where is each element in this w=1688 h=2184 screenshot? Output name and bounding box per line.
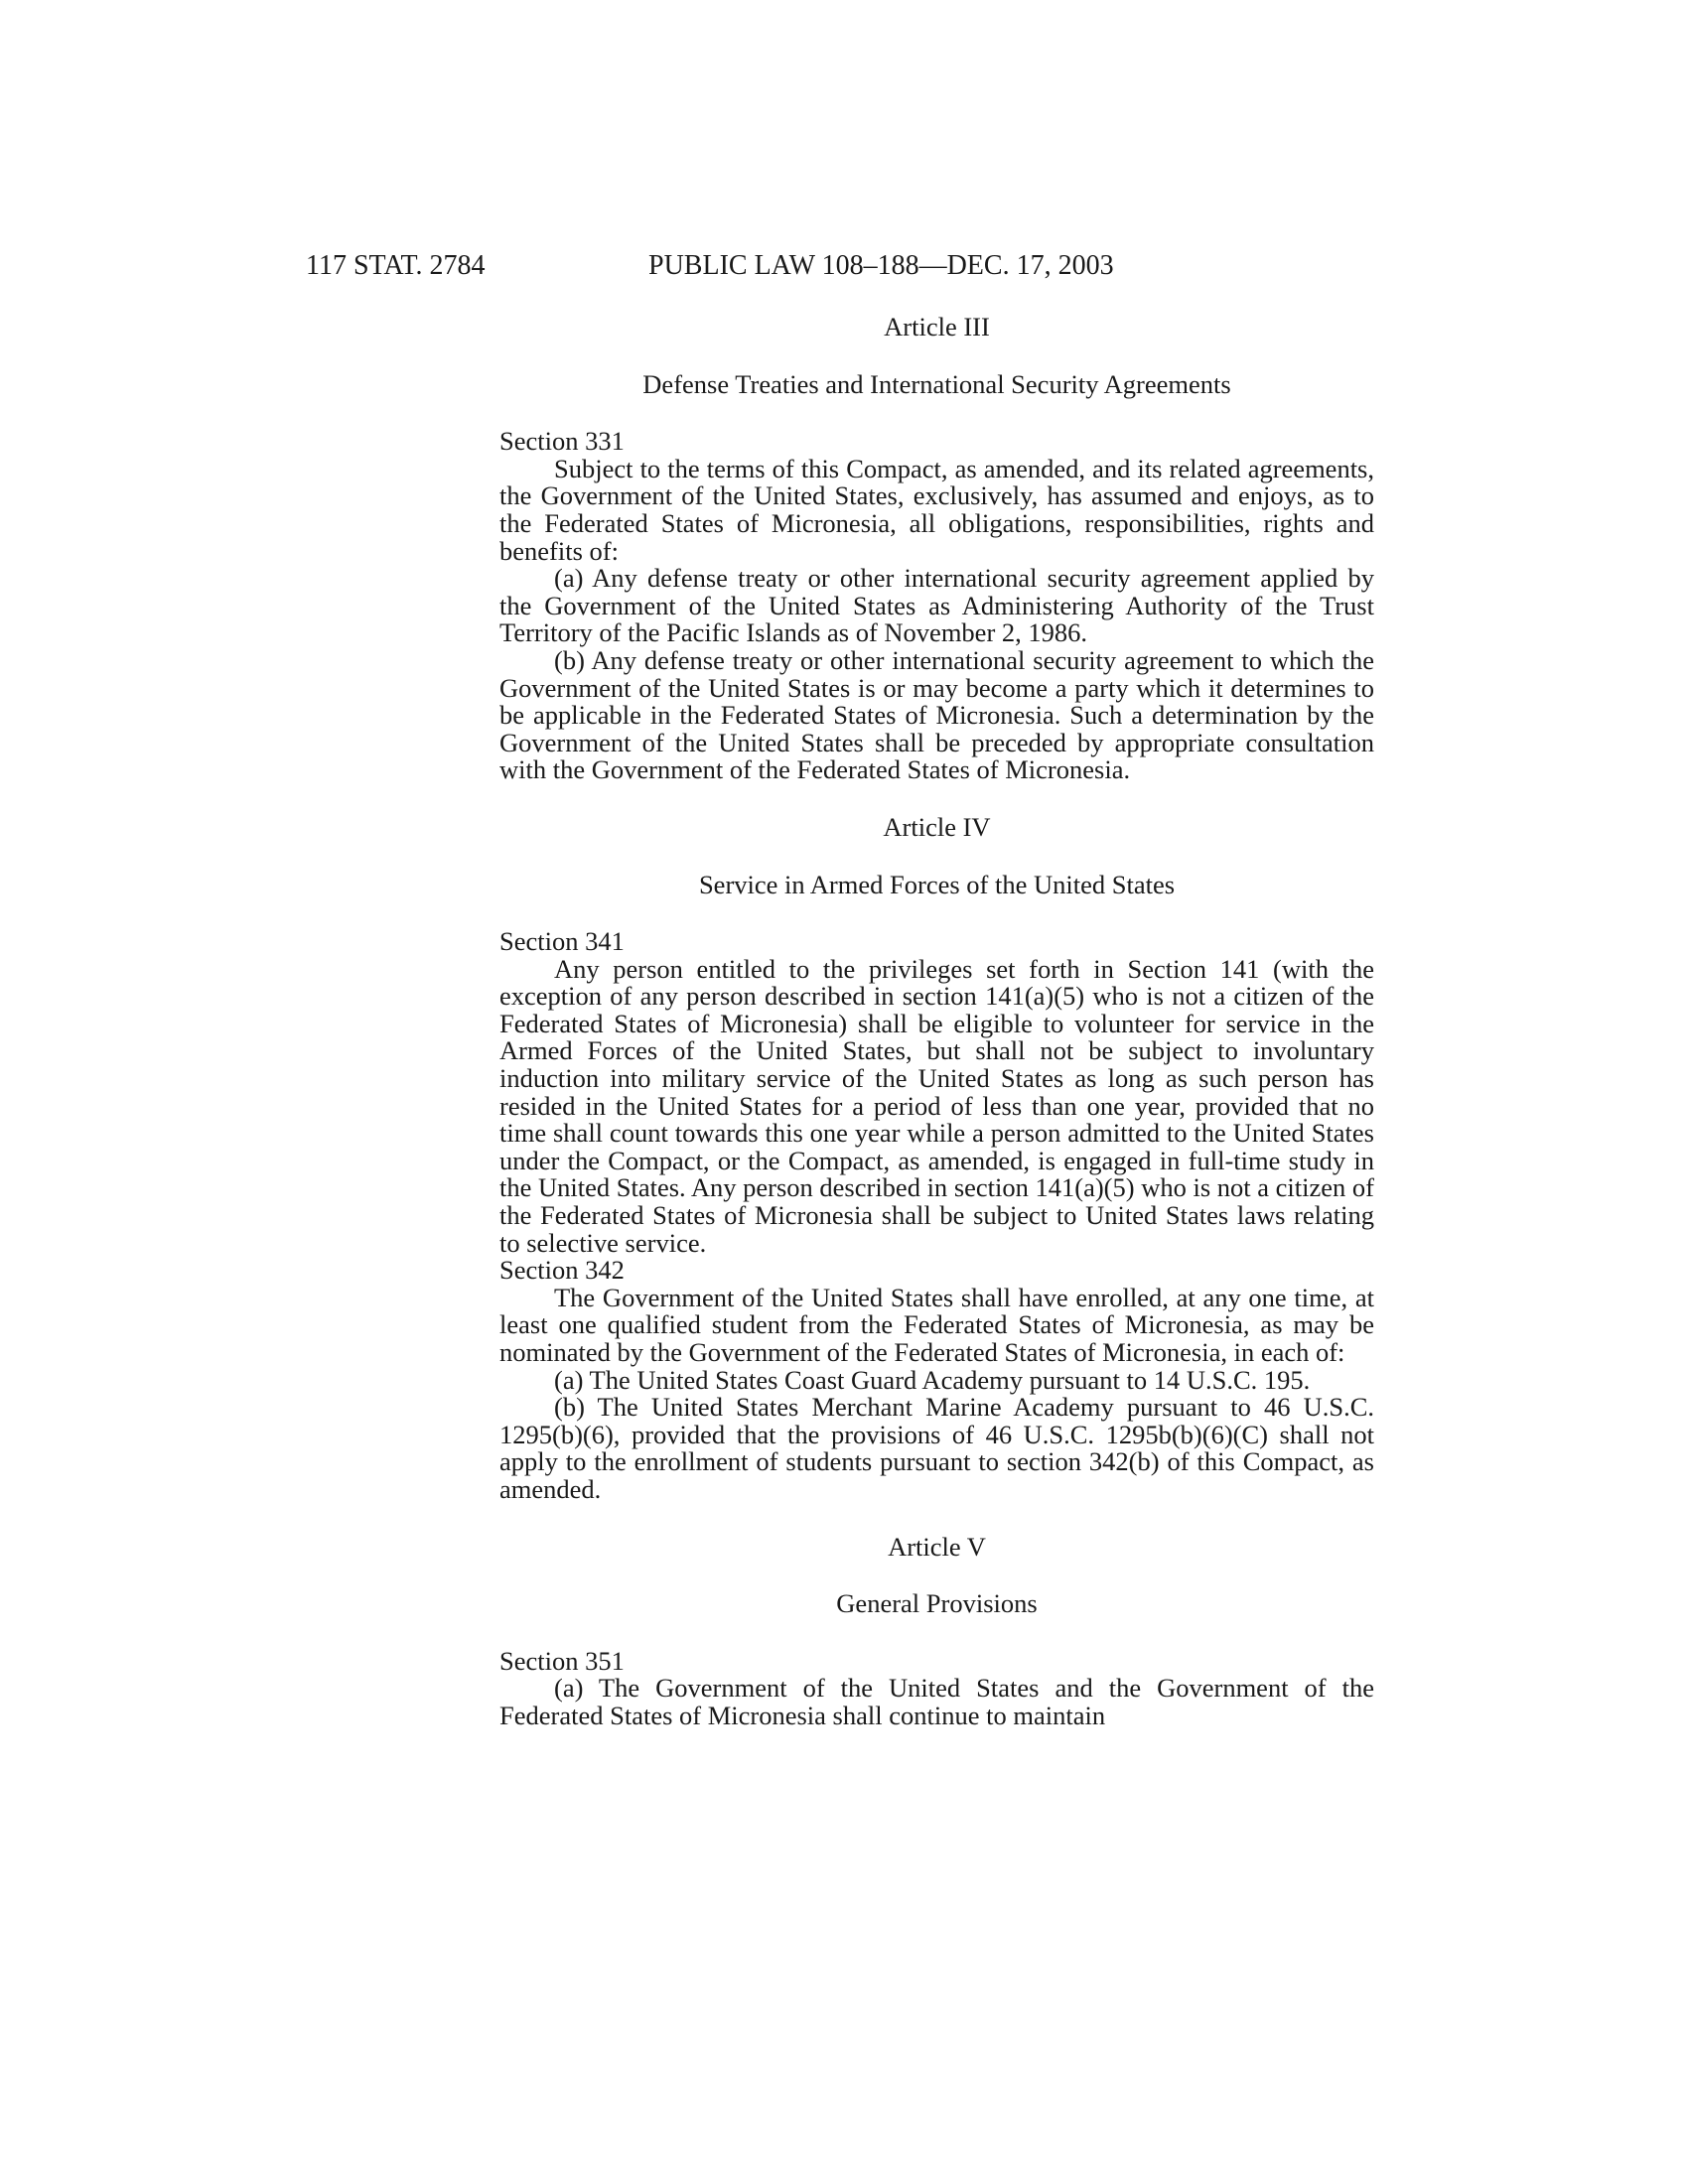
article-4-heading: Article IV [883, 811, 991, 842]
page-header [306, 246, 1378, 286]
section-331-a: (a) Any defense treaty or other international security agreement applied by the Government of the United States as Administering Authority of the Trust Territory of the Pacific Islands as of November 2, 1986. [499, 563, 1374, 648]
document-body [499, 314, 1374, 1730]
section-331-label: Section 331 [499, 426, 625, 457]
article-3-heading: Article III [884, 312, 990, 341]
section-331-b: (b) Any defense treaty or other international security agreement to which the Government of the United States is or may become a party which it determines to be applicable in the Federated States of Micronesia. Such a determination by the Government of the United States shall be preceded by appropriate consultation with the Government of the Federated States of Micronesia. [499, 644, 1374, 785]
running-head-law-title: PUBLIC LAW 108–188—DEC. 17, 2003 [648, 250, 1114, 281]
section-342-intro: The Government of the United States shall have enrolled, at any one time, at least one qualified student from the Federated States of Micronesia, as may be nominated by the Government of the Federated States of Micronesia, in each of: [499, 1282, 1374, 1367]
article-5-heading: Article V [888, 1531, 986, 1562]
section-331-intro: Subject to the terms of this Compact, as amended, and its related agreements, the Government of the United States, exclusively, has assumed and enjoys, as to the Federated States of Micronesia, all obligations, responsibilities, rights and benefits of: [499, 453, 1374, 566]
section-342-b: (b) The United States Merchant Marine Academy pursuant to 46 U.S.C. 1295(b)(6), provided that the provisions of 46 U.S.C. 1295b(b)(6)(C) shall not apply to the enrollment of students pursuant to section 342(b) of this Compact, as amended. [499, 1392, 1374, 1504]
section-341-label: Section 341 [499, 926, 625, 957]
article-4-title: Service in Armed Forces of the United States [698, 869, 1176, 899]
section-342-label: Section 342 [499, 1255, 625, 1286]
statute-page-number: 117 STAT. 2784 [306, 250, 486, 281]
article-5-title: General Provisions [836, 1588, 1038, 1619]
section-351-label: Section 351 [499, 1645, 625, 1676]
section-342-a: (a) The United States Coast Guard Academy pursuant to 14 U.S.C. 195. [554, 1364, 1311, 1395]
section-351-a: (a) The Government of the United States and the Government of the Federated States of Micronesia shall continue to maintain [499, 1673, 1374, 1730]
article-3-title: Defense Treaties and International Security Agreements [642, 368, 1231, 399]
section-341-text: Any person entitled to the privileges set forth in Section 141 (with the exception of any person described in section 141(a)(5) who is not a citizen of the Federated States of Micronesia) shall be eligible to volunteer for service in the Armed Forces of the United States, but shall not be subject to involuntary induction into military service of the United States as long as such person has resided in the United States for a period of less than one year, provided that no time shall count towards this one year while a person admitted to the United States under the Compact, or the Compact, as amended, is engaged in full-time study in the United States. Any person described in section 141(a)(5) who is not a citizen of the Federated States of Micronesia shall be subject to United States laws relating to selective service. [499, 953, 1374, 1258]
